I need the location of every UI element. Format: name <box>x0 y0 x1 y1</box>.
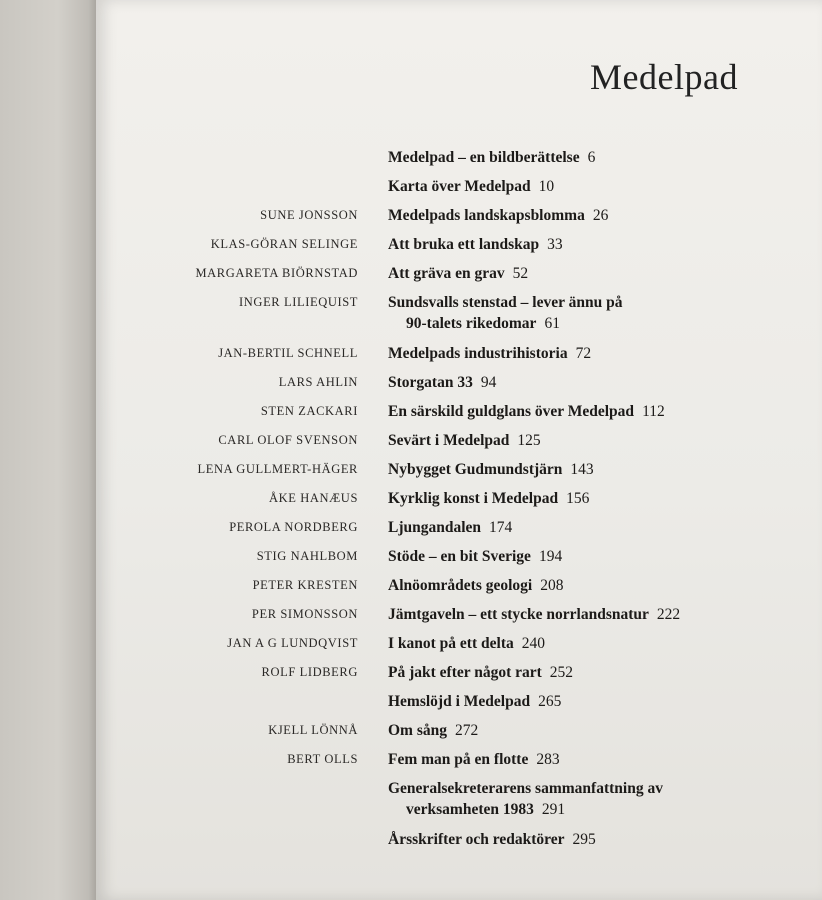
toc-title-line: Alnöområdets geologi <box>388 577 533 594</box>
toc-entry <box>96 599 822 628</box>
toc-page-number: 174 <box>489 519 513 536</box>
toc-page-number: 222 <box>656 606 681 623</box>
toc-title <box>388 691 808 712</box>
toc-title-line: Karta över Medelpad <box>388 178 531 195</box>
toc-title-line: Medelpads industrihistoria <box>388 345 568 362</box>
toc-title-line: Att bruka ett landskap <box>388 236 540 253</box>
toc-title <box>388 575 808 596</box>
toc-entry <box>96 171 822 200</box>
toc-page-number: 26 <box>592 207 609 224</box>
toc-page-number: 272 <box>455 722 479 739</box>
toc-entry <box>96 454 822 483</box>
toc-title-line: Hemslöjd i Medelpad <box>388 693 531 710</box>
toc-author: LARS AHLIN <box>278 375 358 389</box>
toc-entry <box>96 541 822 570</box>
toc-entry <box>96 483 822 512</box>
toc-page-number: 94 <box>480 374 497 391</box>
toc-title-line: En särskild guldglans över Medelpad <box>388 403 635 420</box>
toc-title-line: Stöde – en bit Sverige <box>388 548 531 565</box>
toc-entry <box>96 657 822 686</box>
toc-title <box>388 263 808 284</box>
toc-entry <box>96 367 822 396</box>
toc-author: PER SIMONSSON <box>251 607 358 621</box>
book-page <box>96 0 822 900</box>
toc-page-number: 291 <box>541 801 566 818</box>
toc-page-number: 112 <box>642 403 665 420</box>
toc-title <box>388 343 808 364</box>
toc-title-line: I kanot på ett delta <box>388 635 514 652</box>
toc-author: MARGARETA BIÖRNSTAD <box>195 266 358 280</box>
toc-title-line: Ljungandalen <box>388 519 482 536</box>
table-of-contents <box>96 142 822 853</box>
toc-author: INGER LILIEQUIST <box>239 295 358 309</box>
toc-entry <box>96 773 822 824</box>
toc-title <box>388 829 808 850</box>
toc-title-line: Storgatan 33 <box>388 374 473 391</box>
toc-title <box>388 662 808 683</box>
toc-page-number: 10 <box>538 178 555 195</box>
toc-title-line: Årsskrifter och redaktörer <box>388 831 565 848</box>
toc-entry <box>96 824 822 853</box>
toc-title-line: Att gräva en grav <box>388 265 505 282</box>
toc-author: SUNE JONSSON <box>260 208 358 222</box>
toc-title <box>388 720 808 741</box>
toc-title-line: På jakt efter något rart <box>388 664 542 681</box>
toc-title-line: Fem man på en flotte <box>388 751 529 768</box>
toc-author: KLAS-GÖRAN SELINGE <box>210 237 358 251</box>
toc-page-number: 156 <box>566 490 590 507</box>
toc-title-line2 <box>388 799 808 820</box>
toc-title <box>388 749 808 770</box>
toc-page-number: 125 <box>517 432 541 449</box>
toc-author: KJELL LÖNNÅ <box>268 723 358 737</box>
toc-entry <box>96 338 822 367</box>
toc-title-line: Sundsvalls stenstad – lever ännu på <box>388 294 623 311</box>
toc-title <box>388 604 808 625</box>
toc-title-line: Medelpads landskapsblomma <box>388 207 585 224</box>
toc-author: PEROLA NORDBERG <box>229 520 358 534</box>
toc-entry <box>96 287 822 338</box>
toc-title-line2 <box>388 313 808 334</box>
toc-author: STIG NAHLBOM <box>256 549 358 563</box>
toc-entry <box>96 396 822 425</box>
toc-title-line: Sevärt i Medelpad <box>388 432 510 449</box>
toc-title <box>388 372 808 393</box>
toc-title <box>388 517 808 538</box>
toc-page-number: 194 <box>538 548 563 565</box>
toc-page-number: 240 <box>521 635 545 652</box>
toc-author: BERT OLLS <box>287 752 358 766</box>
toc-entry <box>96 686 822 715</box>
toc-entry <box>96 512 822 541</box>
toc-entry <box>96 200 822 229</box>
toc-author: ÅKE HANÆUS <box>269 491 358 505</box>
toc-entry <box>96 229 822 258</box>
toc-page-number: 295 <box>572 831 596 848</box>
toc-page-number: 265 <box>538 693 562 710</box>
toc-entry <box>96 715 822 744</box>
toc-title-line: Om sång <box>388 722 447 739</box>
toc-page-number: 208 <box>540 577 564 594</box>
toc-author: CARL OLOF SVENSON <box>218 433 358 447</box>
toc-title <box>388 205 808 226</box>
toc-author: PETER KRESTEN <box>252 578 358 592</box>
toc-entry <box>96 425 822 454</box>
toc-title <box>388 147 808 168</box>
toc-page-number: 72 <box>575 345 592 362</box>
toc-entry <box>96 628 822 657</box>
toc-page-number: 6 <box>587 149 596 166</box>
toc-title-continuation: verksamheten 1983 <box>406 801 534 818</box>
toc-page-number: 143 <box>570 461 594 478</box>
toc-page-number: 252 <box>549 664 574 681</box>
toc-author: JAN A G LUNDQVIST <box>227 636 358 650</box>
toc-author: ROLF LIDBERG <box>261 665 358 679</box>
toc-title <box>388 292 808 334</box>
toc-title-line: Kyrklig konst i Medelpad <box>388 490 559 507</box>
toc-title-line: Jämtgaveln – ett stycke norrlandsnatur <box>388 606 649 623</box>
toc-title <box>388 778 808 820</box>
toc-title <box>388 176 808 197</box>
toc-entry <box>96 258 822 287</box>
toc-title-line: Nybygget Gudmundstjärn <box>388 461 563 478</box>
toc-author: JAN-BERTIL SCHNELL <box>218 346 358 360</box>
toc-page-number: 61 <box>544 315 560 332</box>
toc-title-continuation: 90-talets rikedomar <box>406 315 537 332</box>
toc-page-number: 52 <box>512 265 529 282</box>
toc-entry <box>96 570 822 599</box>
toc-page-number: 283 <box>536 751 560 768</box>
toc-title <box>388 546 808 567</box>
toc-title <box>388 401 808 422</box>
book-spine <box>0 0 96 900</box>
toc-title <box>388 633 808 654</box>
page-title: Medelpad <box>590 57 738 97</box>
toc-title-line: Medelpad – en bildberättelse <box>388 149 580 166</box>
toc-title <box>388 459 808 480</box>
toc-title-line: Generalsekreterarens sammanfattning av <box>388 780 663 797</box>
toc-title <box>388 488 808 509</box>
toc-title <box>388 234 808 255</box>
toc-entry <box>96 142 822 171</box>
toc-entry <box>96 744 822 773</box>
toc-title <box>388 430 808 451</box>
toc-author: STEN ZACKARI <box>260 404 358 418</box>
toc-author: LENA GULLMERT-HÄGER <box>197 462 358 476</box>
toc-page-number: 33 <box>547 236 563 253</box>
